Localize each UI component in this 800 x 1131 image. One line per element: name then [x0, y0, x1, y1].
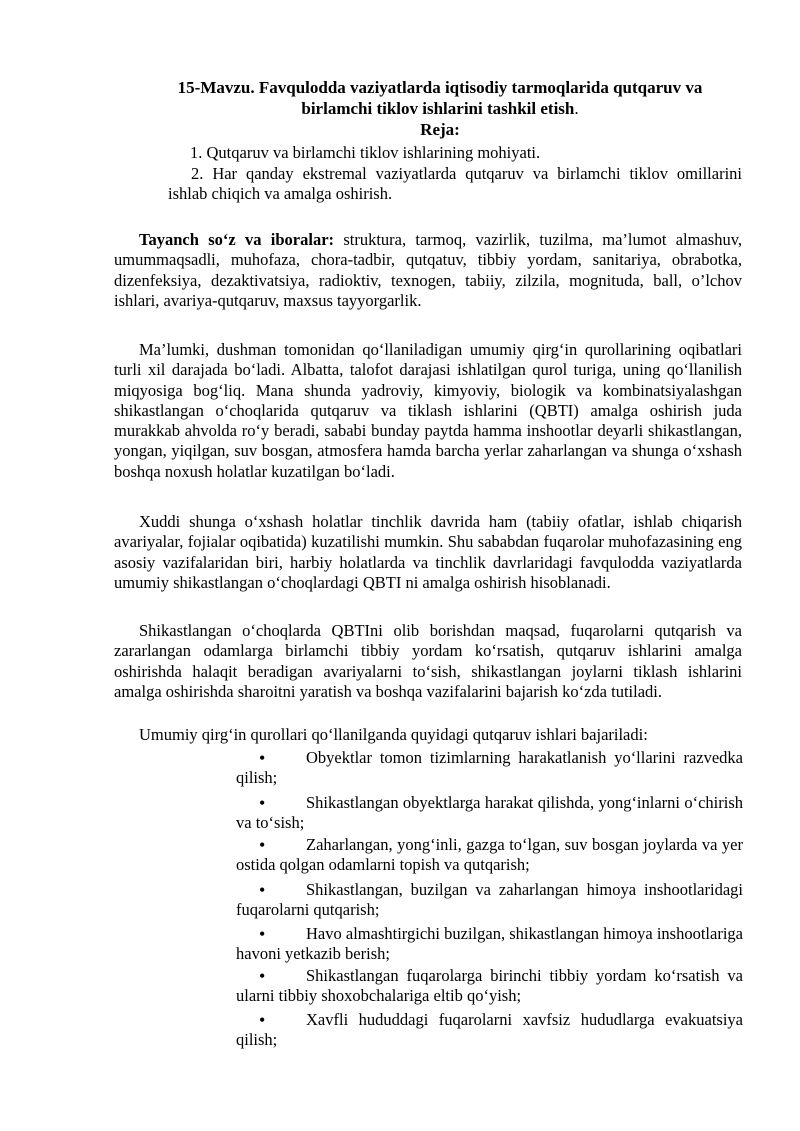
bullet-text: Xavfli hududdagi fuqarolarni xavfsiz hududlarga evakuatsiya qilish; — [236, 1010, 743, 1050]
bullet-text: Obyektlar tomon tizimlarning harakatlanish yo‘llarini razvedka qilish; — [236, 748, 743, 788]
title-line-2-period: . — [574, 99, 579, 118]
bullet-text: Shikastlangan, buzilgan va zaharlangan himoya inshootlaridagi fuqarolarni qutqarish; — [236, 880, 743, 920]
bullet-text: Shikastlangan obyektlarga harakat qilishda, yong‘inlarni o‘chirish va to‘sish; — [236, 793, 743, 833]
keywords-label: Tayanch so‘z va iboralar: — [139, 230, 335, 249]
bullet-item — [236, 793, 743, 834]
bullet-item — [236, 924, 743, 965]
bullet-item — [236, 966, 743, 1007]
keywords-text: struktura, tarmoq, vazirlik, tuzilma, ma’lumot almashuv, umummaqsadli, muhofaza, chora-tadbir, qutqatuv, tibbiy yordam, sanitariya, obrabotka, dizenfeksiya, dezaktivatsiya, radioktiv, texnogen, tabiiy, zilzila, mognituda, ball, o’lchov ishlari, avariya-qutqaruv, maxsus tayyorgarlik. — [114, 230, 742, 310]
plan-item-1: 1. Qutqaruv va birlamchi tiklov ishlarining mohiyati. — [190, 143, 541, 162]
bullet-icon: • — [259, 1010, 266, 1030]
bullet-item — [236, 880, 743, 921]
bullet-item — [236, 1010, 743, 1051]
bullet-text: Shikastlangan fuqarolarga birinchi tibbiy yordam ko‘rsatish va ularni tibbiy shoxobchalariga eltib qo‘yish; — [236, 966, 743, 1006]
bullet-icon: • — [259, 924, 266, 944]
bullet-text: Havo almashtirgichi buzilgan, shikastlangan himoya inshootlariga havoni yetkazib berish; — [236, 924, 743, 964]
plan-item-2: 2. Har qanday ekstremal vaziyatlarda qutqaruv va birlamchi tiklov omillarini ishlab chiqich va amalga oshirish. — [168, 164, 742, 204]
bullet-icon: • — [259, 880, 266, 900]
plan-heading: Reja: — [420, 120, 460, 139]
bullet-text: Zaharlangan, yong‘inli, gazga to‘lgan, suv bosgan joylarda va yer ostida qolgan odamlarni topish va qutqarish; — [236, 835, 743, 875]
document-title — [130, 77, 750, 119]
body-paragraph-3: Shikastlangan o‘choqlarda QBTIni olib borishdan maqsad, fuqarolarni qutqarish va zararlangan odamlarga birlamchi tibbiy yordam ko‘rsatish, qutqaruv ishlarini amalga oshirishda halaqit beradigan avariyalarni to‘sish, shikastlangan joylarni tiklash ishlarini amalga oshirishda sharoitni yaratish va boshqa vazifalarini bajarish ko‘zda tutiladi. — [114, 621, 742, 701]
bullet-icon: • — [259, 748, 266, 768]
body-paragraph-1: Ma’lumki, dushman tomonidan qo‘llaniladigan umumiy qirg‘in qurollarining oqibatlari turli xil darajada bo‘ladi. Albatta, talofot darajasi ishlatilgan qurol turiga, uning qo‘llanilish miqyosiga bog‘liq. Mana shunda yadroviy, kimyoviy, biologik va kombinatsiyalashgan shikastlangan o‘choqlarida qutqaruv va tiklash ishlarini (QBTI) amalga oshirish juda murakkab ahvolda ro‘y beradi, sababi bunday paytda hamma inshootlar deyarli shikastlangan, yongan, yiqilgan, suv bosgan, atmosfera hamda barcha yerlar zaharlangan va shunga o‘xshash boshqa noxush holatlar kuzatilgan bo‘ladi. — [114, 340, 742, 481]
bullet-icon: • — [259, 835, 266, 855]
bullet-icon: • — [259, 966, 266, 986]
title-line-1: 15-Mavzu. Favqulodda vaziyatlarda iqtisodiy tarmoqlarida qutqaruv va — [177, 78, 703, 97]
title-line-2: birlamchi tiklov ishlarini tashkil etish — [301, 99, 575, 118]
bullet-item — [236, 748, 743, 789]
keywords-paragraph — [114, 230, 742, 311]
body-paragraph-4: Umumiy qirg‘in qurollari qo‘llanilganda quyidagi qutqaruv ishlari bajariladi: — [139, 725, 648, 744]
bullet-item — [236, 835, 743, 876]
body-paragraph-2: Xuddi shunga o‘xshash holatlar tinchlik davrida ham (tabiiy ofatlar, ishlab chiqarish avariyalar, fojialar oqibatida) kuzatilishi mumkin. Shu sababdan fuqarolar muhofazasining eng asosiy vazifalaridan biri, harbiy holatlarda va tinchlik davrlaridagi favqulodda vaziyatlarda umumiy shikastlangan o‘choqlardagi QBTI ni amalga oshirish hisoblanadi. — [114, 512, 742, 592]
bullet-icon: • — [259, 793, 266, 813]
